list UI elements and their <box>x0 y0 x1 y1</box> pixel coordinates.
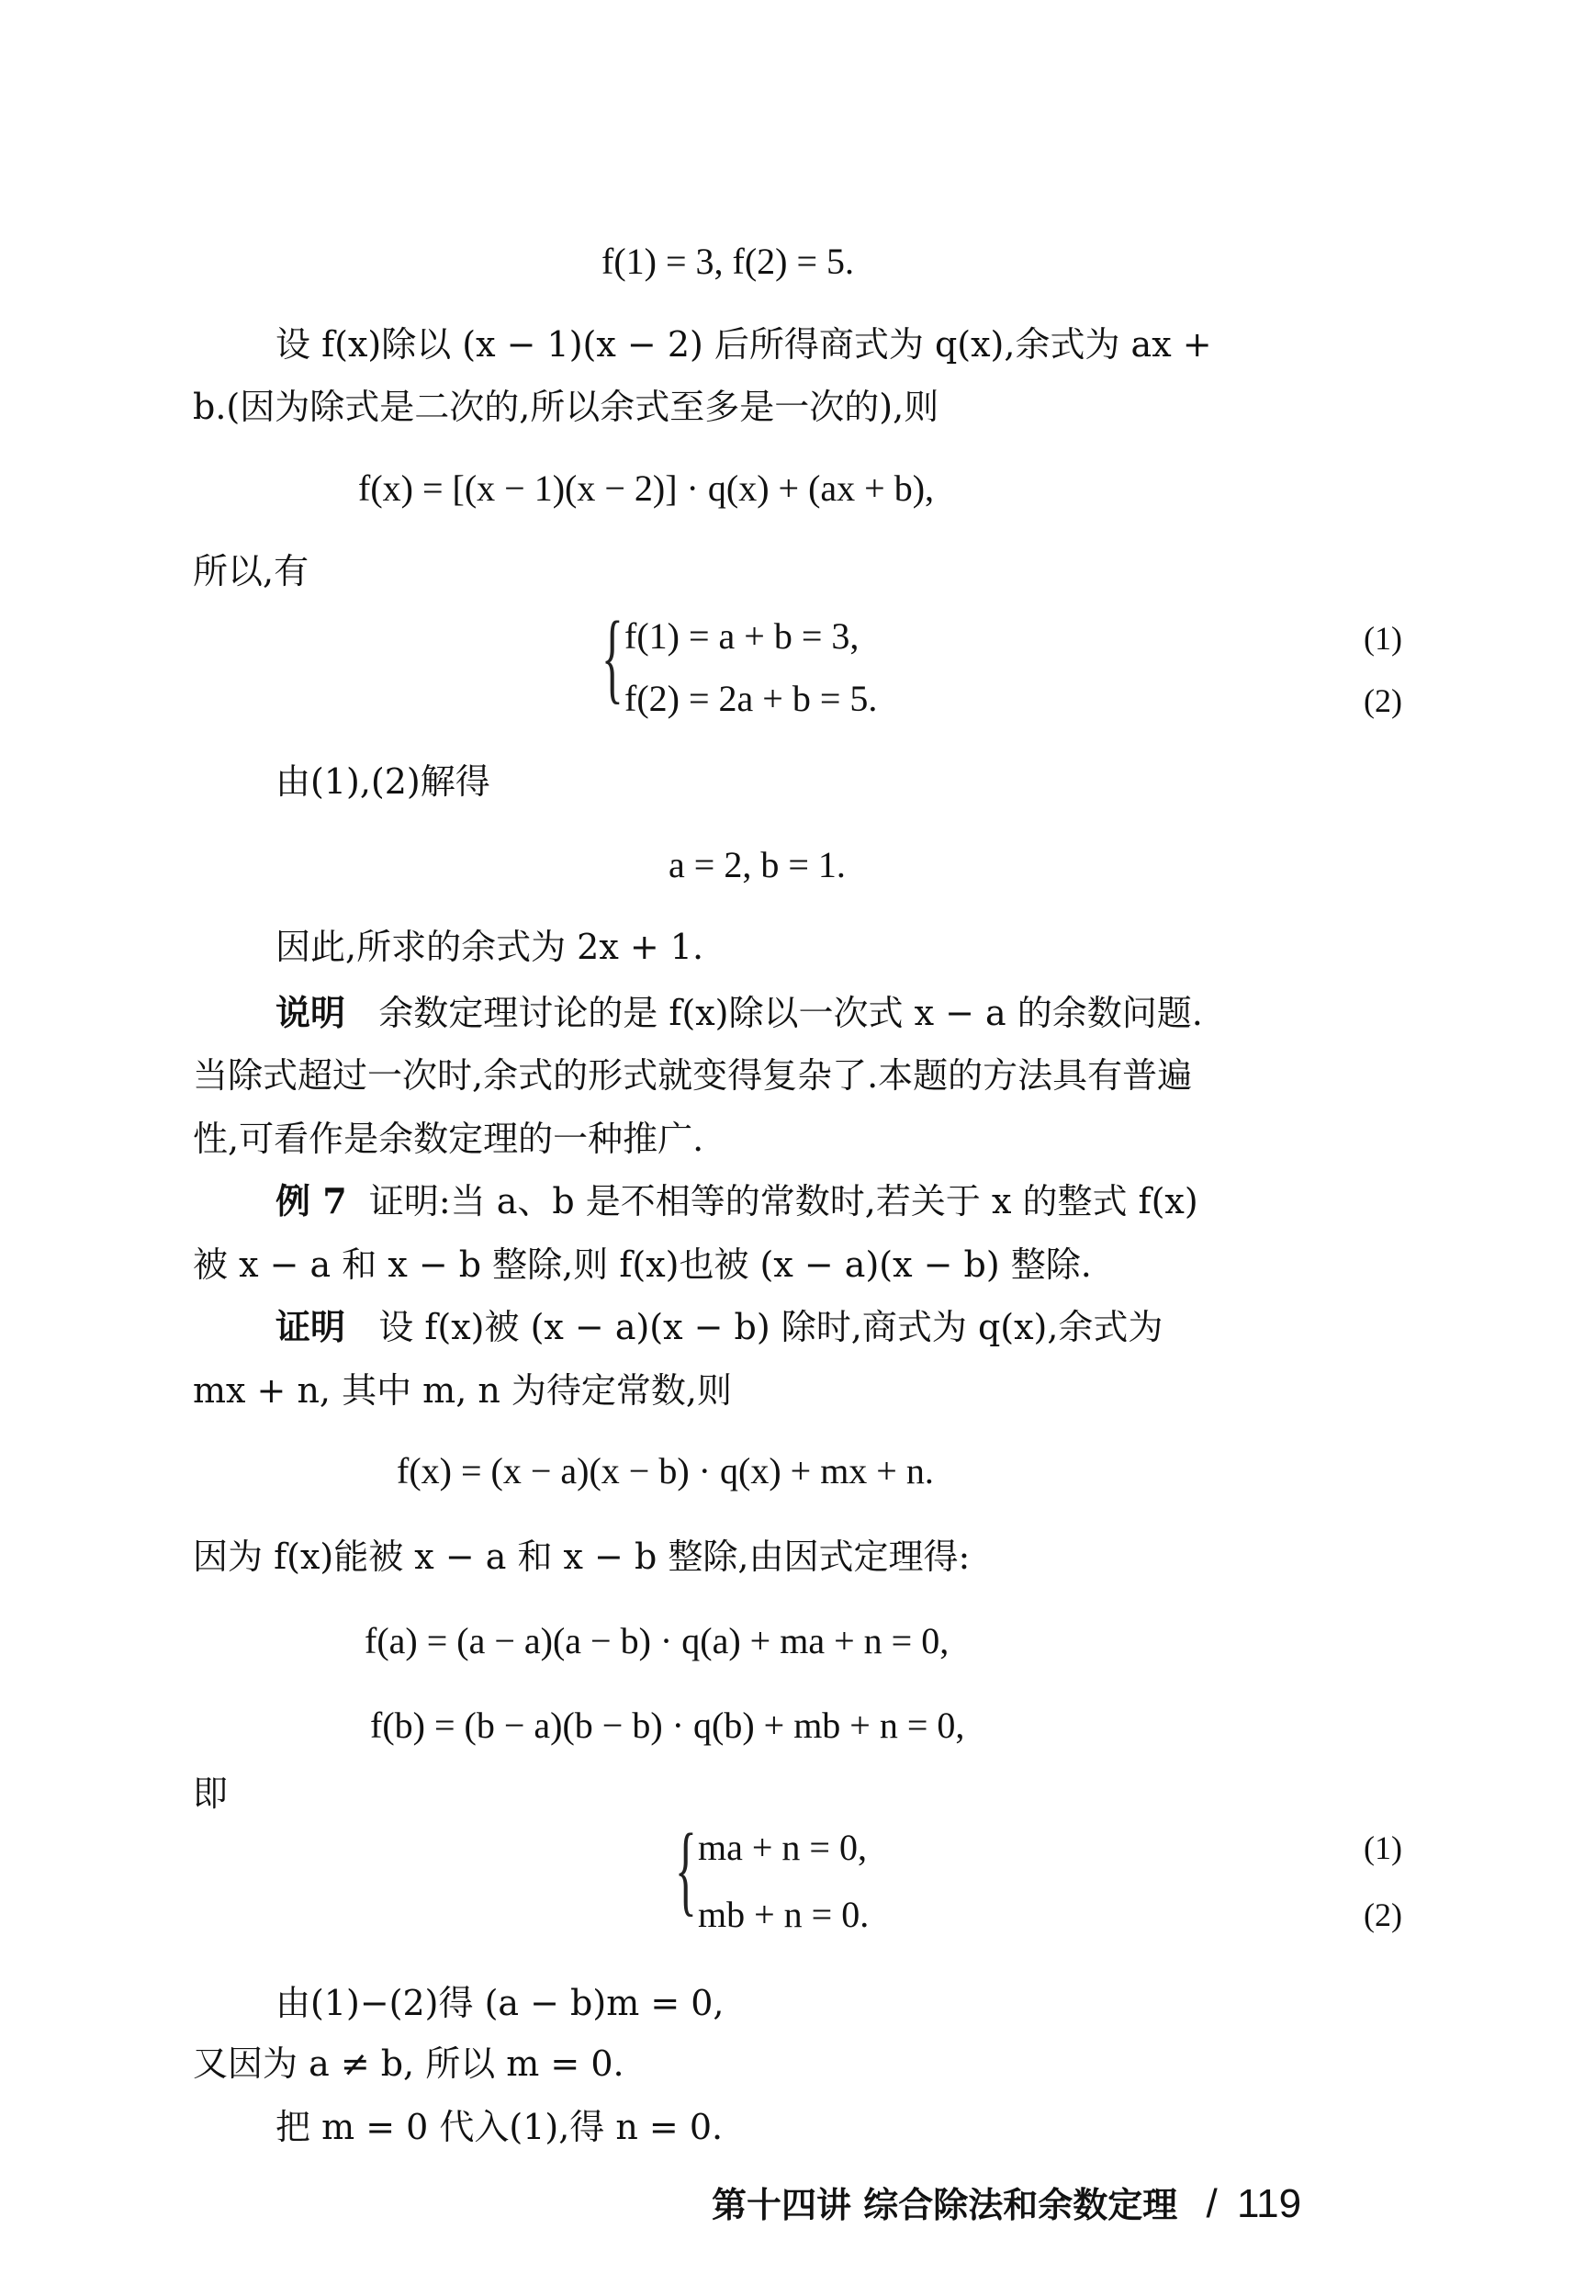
paragraph-line: 性,可看作是余数定理的一种推广. <box>193 1119 704 1159</box>
paragraph-line: 当除式超过一次时,余式的形式就变得复杂了.本题的方法具有普遍 <box>193 1055 1193 1096</box>
example-text: 证明:当 a、b 是不相等的常数时,若关于 x 的整式 f(x) <box>368 1181 1198 1221</box>
paragraph-line: 即 <box>193 1773 229 1814</box>
paragraph-line: 设 f(x)除以 (x − 1)(x − 2) 后所得商式为 q(x),余式为 ax + <box>275 324 1212 365</box>
equation-division-form-2: f(x) = (x − a)(x − b) · q(x) + mx + n. <box>397 1450 934 1491</box>
equation-number: (2) <box>1364 682 1402 719</box>
paragraph-line: 把 m = 0 代入(1),得 n = 0. <box>275 2107 724 2147</box>
left-brace-icon: { <box>675 1813 697 1925</box>
equation-solution: a = 2, b = 1. <box>669 844 846 885</box>
paragraph-line: mx + n, 其中 m, n 为待定常数,则 <box>193 1370 732 1411</box>
system-equation: ma + n = 0, <box>698 1827 867 1868</box>
proof-label: 证明 <box>275 1306 346 1347</box>
footer-separator: / <box>1206 2181 1218 2226</box>
page-footer <box>712 2177 1301 2227</box>
system-equation: f(2) = 2a + b = 5. <box>624 678 878 719</box>
example-label: 例 7 <box>275 1180 347 1221</box>
note-label: 说明 <box>275 992 346 1033</box>
paragraph-line: 因此,所求的余式为 2x + 1. <box>275 927 704 967</box>
paragraph-line: 因为 f(x)能被 x − a 和 x − b 整除,由因式定理得: <box>193 1536 971 1577</box>
left-brace-icon: { <box>601 601 624 713</box>
equation-division-form: f(x) = [(x − 1)(x − 2)] · q(x) + (ax + b), <box>358 467 935 509</box>
note-text: 余数定理讨论的是 f(x)除以一次式 x − a 的余数问题. <box>378 993 1203 1033</box>
example-heading <box>275 1178 1198 1224</box>
paragraph-line: b.(因为除式是二次的,所以余式至多是一次的),则 <box>193 387 939 427</box>
system-equation: mb + n = 0. <box>698 1894 870 1935</box>
equation-f-of-b: f(b) = (b − a)(b − b) · q(b) + mb + n = 0, <box>370 1705 965 1746</box>
paragraph-line: 由(1)−(2)得 (a − b)m = 0, <box>275 1983 725 2023</box>
paragraph-line: 所以,有 <box>193 551 309 591</box>
chapter-title: 第十四讲 综合除法和余数定理 <box>712 2184 1178 2225</box>
page-number: 119 <box>1236 2181 1302 2226</box>
paragraph-line: 由(1),(2)解得 <box>275 761 490 802</box>
equation-f1-f2-values: f(1) = 3, f(2) = 5. <box>601 241 855 282</box>
paragraph-line: 又因为 a ≠ b, 所以 m = 0. <box>193 2043 624 2084</box>
paragraph-line: 被 x − a 和 x − b 整除,则 f(x)也被 (x − a)(x − b) 整除. <box>193 1244 1092 1285</box>
system-equation: f(1) = a + b = 3, <box>624 615 860 657</box>
equation-number: (1) <box>1364 620 1402 657</box>
proof-paragraph <box>275 1304 1163 1350</box>
equation-f-of-a: f(a) = (a − a)(a − b) · q(a) + ma + n = 0, <box>365 1620 950 1661</box>
equation-number: (1) <box>1364 1829 1402 1866</box>
proof-text: 设 f(x)被 (x − a)(x − b) 除时,商式为 q(x),余式为 <box>378 1307 1163 1347</box>
equation-number: (2) <box>1364 1896 1402 1933</box>
note-paragraph <box>275 990 1203 1036</box>
